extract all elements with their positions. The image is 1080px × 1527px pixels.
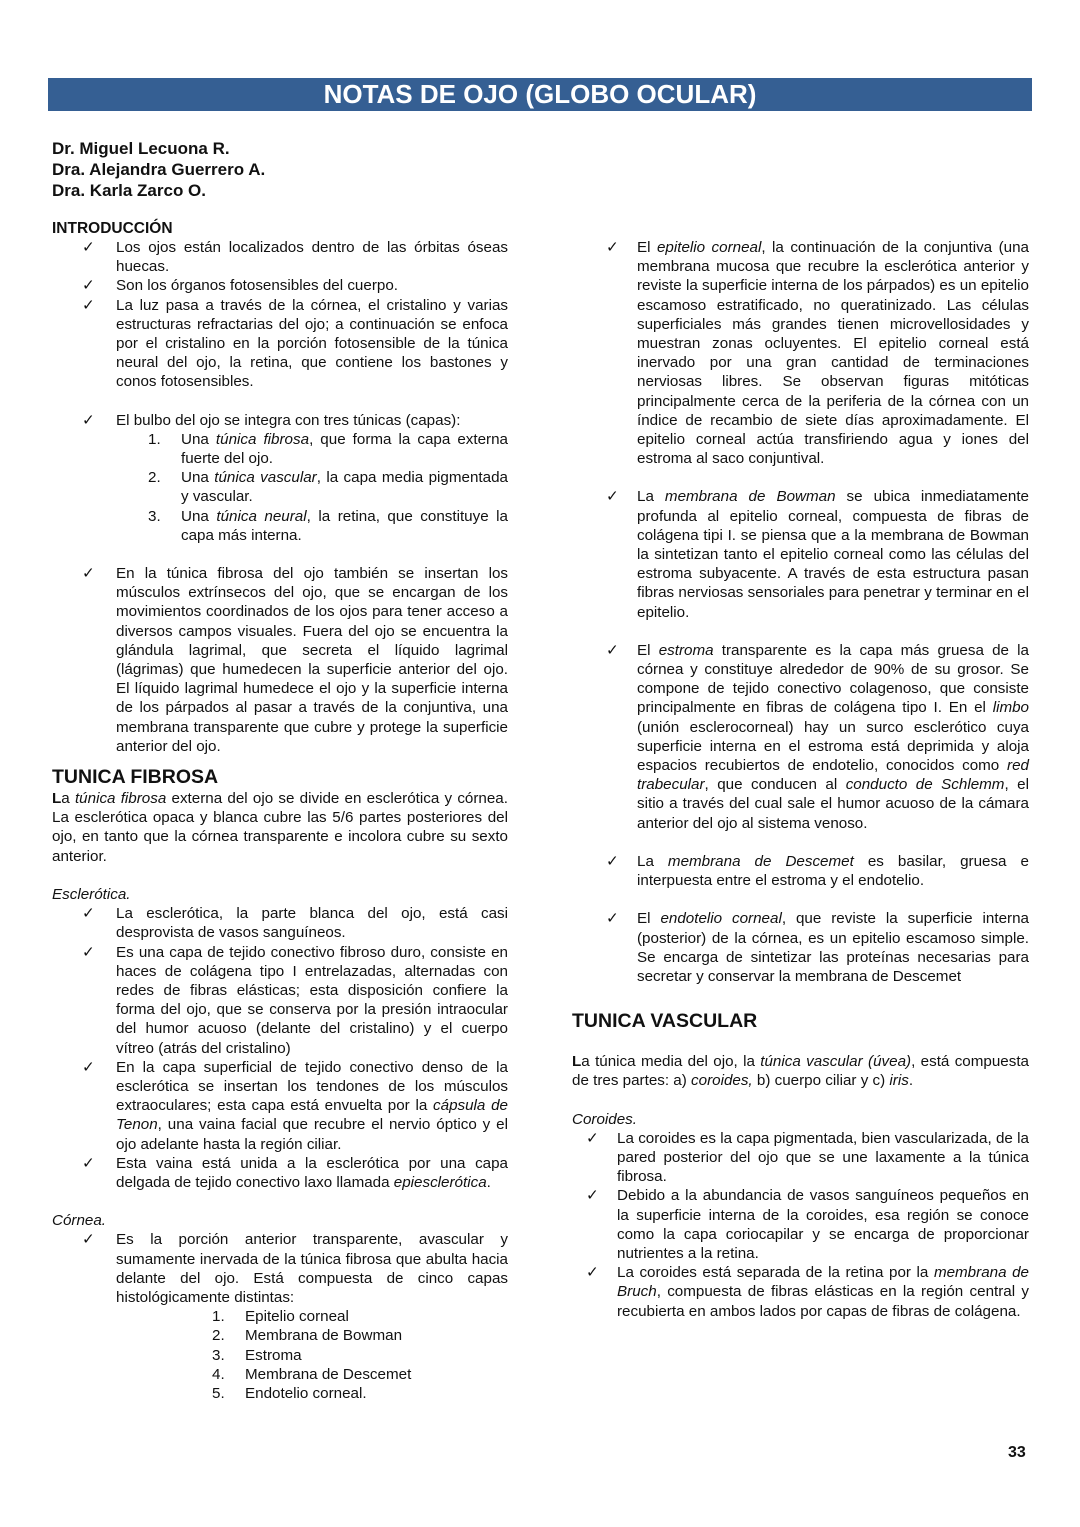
checkmark-icon: ✓ xyxy=(82,296,95,314)
list-item: ✓ El bulbo del ojo se integra con tres túnicas (capas): 1. Una túnica fibrosa, que forma la capa externa fuerte del ojo. 2. Una túnica vascular, la capa media pigmentada y vascular. 3. Una túnica neural, la retina, que constituye la capa más interna. xyxy=(82,411,509,544)
list-item-endotelio: ✓ El endotelio corneal, que reviste la superficie interna (posterior) de la córnea, es un epitelio escamoso simple. Se encarga de sintetizar las proteínas necesarias para secretar y conservar la membrana de Descemet xyxy=(606,910,1029,985)
author: Dra. Karla Zarco O. xyxy=(52,181,207,200)
list-item: ✓ Los ojos están localizados dentro de las órbitas óseas huecas. xyxy=(82,239,508,276)
tunic-item: 1. Una túnica fibrosa, que forma la capa externa fuerte del ojo. xyxy=(148,430,509,468)
checkmark-icon: ✓ xyxy=(82,277,95,295)
layer-item: 2. Membrana de Bowman xyxy=(212,1327,403,1345)
list-item: ✓ Esta vaina está unida a la esclerótica por una capa delgada de tejido conectivo laxo llamada epiesclerótica. xyxy=(82,1154,508,1191)
checkmark-icon: ✓ xyxy=(82,1231,95,1249)
document-title: NOTAS DE OJO (GLOBO OCULAR) xyxy=(323,79,757,109)
list-item: ✓ La coroides es la capa pigmentada, bien vascularizada, de la pared posterior del ojo que se une laxamente a la túnica fibrosa. xyxy=(586,1129,1029,1186)
checkmark-icon: ✓ xyxy=(606,239,619,256)
list-item-estroma: ✓ El estroma transparente es la capa más gruesa de la córnea y constituye alrededor de 90% de su grosor. Se compone de tejido conectivo colagenoso, que consiste principalmente en fibras de colágena tipo I. En el limbo (unión esclerocorneal) hay un surco esclerótico cuya superficie interna en el estroma está deprimida y aloja espacios recubiertos de endotelio, conocidos como red trabecular, que conducen al conducto de Schlemm, el sitio a través del cual sale el humor acuoso de la cámara anterior del ojo al sistema venoso. xyxy=(606,641,1029,832)
checkmark-icon: ✓ xyxy=(586,1129,599,1147)
checkmark-icon: ✓ xyxy=(82,239,95,256)
left-column xyxy=(52,219,508,1403)
checkmark-icon: ✓ xyxy=(586,1264,599,1282)
tunic-item: 3. Una túnica neural, la retina, que constituye la capa más interna. xyxy=(148,507,508,544)
layer-item: 5. Endotelio corneal. xyxy=(212,1384,367,1402)
coroides-bullets xyxy=(552,1129,1029,1321)
list-item: ✓ Son los órganos fotosensibles del cuerpo. xyxy=(82,277,398,295)
cornea-layers-list xyxy=(52,1307,508,1403)
checkmark-icon: ✓ xyxy=(586,1187,599,1205)
cornea-bullets xyxy=(52,1230,508,1307)
tunic-item: 2. Una túnica vascular, la capa media pigmentada y vascular. xyxy=(148,469,508,506)
checkmark-icon: ✓ xyxy=(606,641,619,659)
author-list xyxy=(52,138,265,201)
list-item: ✓ Es la porción anterior transparente, avascular y sumamente inervada de la túnica fibrosa que abulta hacia delante del ojo. Está compuesta de cinco capas histológicamente distintas: xyxy=(82,1231,508,1306)
section-heading-fibrosa: TUNICA FIBROSA xyxy=(52,766,219,789)
checkmark-icon: ✓ xyxy=(82,411,95,429)
layer-item: 1. Epitelio corneal xyxy=(212,1308,349,1326)
subheading-coroides: Coroides. xyxy=(572,1110,637,1128)
checkmark-icon: ✓ xyxy=(606,852,619,870)
right-column xyxy=(572,238,1029,1321)
list-item-descemet: ✓ La membrana de Descemet es basilar, gruesa e interpuesta entre el estroma y el endotelio. xyxy=(606,852,1029,890)
list-item: ✓ En la capa superficial de tejido conectivo denso de la esclerótica se insertan los tendones de los músculos extraoculares; esta capa está envuelta por la cápsula de Tenon, una vaina facial que recubre el nervio óptico y el ojo adelante hasta la región ciliar. xyxy=(82,1058,508,1153)
fibrosa-intro: La túnica fibrosa externa del ojo se divide en esclerótica y córnea. La esclerótica opaca y blanca cubre las 5/6 partes posteriores del ojo, en tanto que la córnea transparente e incolora cubre su sexto anterior. xyxy=(52,790,508,865)
tunics-bullet xyxy=(52,411,508,545)
checkmark-icon: ✓ xyxy=(606,910,619,928)
checkmark-icon: ✓ xyxy=(82,905,95,923)
layer-item: 3. Estroma xyxy=(212,1346,302,1364)
section-heading-vascular: TUNICA VASCULAR xyxy=(572,1010,758,1033)
list-item-epitelio: ✓ El epitelio corneal, la continuación de la conjuntiva (una membrana mucosa que recubre la esclerótica anterior y reviste la superficie interna de los párpados) es un epitelio escamoso estratificado, no queratinizado. Las células superficiales más grandes tienen microvellosidades y muestran zonas ocluyentes. El epitelio corneal está inervado por una gran cantidad de terminaciones nerviosas libres. Se observan figuras mitóticas principalmente cerca de la periferia de la córnea con un índice de recambio de siete días aproximadamente. El epitelio corneal actúa transfiriendo agua y iones del estroma al saco conjuntival. xyxy=(606,239,1029,468)
subheading-esclerotica: Esclerótica. xyxy=(52,885,131,903)
intro-bullets xyxy=(52,238,508,392)
checkmark-icon: ✓ xyxy=(606,488,619,506)
page-number: 33 xyxy=(1008,1444,1026,1461)
list-item: ✓ Debido a la abundancia de vasos sanguíneos pequeños en la superficie interna de la coroides, esa región se conoce como la capa coriocapilar y se encarga de proporcionar nutrientes a la retina. xyxy=(586,1187,1029,1262)
list-item: ✓ La coroides está separada de la retina por la membrana de Bruch, compuesta de fibras elásticas en la región central y recubierta en ambos lados por capas de fibras de colágena. xyxy=(586,1264,1029,1320)
list-item: ✓ La luz pasa a través de la córnea, el cristalino y varias estructuras refractarias del ojo; a continuación se enfoca por el cristalino en la porción fotosensible de la túnica neural del ojo, la retina, que contiene los bastones y conos fotosensibles. xyxy=(82,296,508,391)
checkmark-icon: ✓ xyxy=(82,565,95,583)
list-item: ✓ La esclerótica, la parte blanca del ojo, está casi desprovista de vasos sanguíneos. xyxy=(82,905,508,942)
checkmark-icon: ✓ xyxy=(82,943,95,961)
esclerotica-bullets xyxy=(52,904,508,1192)
author: Dr. Miguel Lecuona R. xyxy=(52,139,230,158)
list-item: ✓ Es una capa de tejido conectivo fibroso duro, consiste en haces de colágena tipo I entrelazadas, alternadas con redes de fibras elásticas; esta disposición confiere la forma del ojo, que se conserva por la presión intraocular del humor acuoso (delante del cristalino) y el cuerpo vítreo (atrás del cristalino) xyxy=(82,943,508,1057)
subheading-cornea: Córnea. xyxy=(52,1212,107,1230)
checkmark-icon: ✓ xyxy=(82,1154,95,1172)
layer-item: 4. Membrana de Descemet xyxy=(212,1365,412,1383)
author: Dra. Alejandra Guerrero A. xyxy=(52,160,266,179)
document-title-bar xyxy=(48,78,1032,111)
list-item: ✓ En la túnica fibrosa del ojo también se insertan los músculos extrínsecos del ojo, que se encargan de los movimientos coordinados de los ojos para tener acceso a diversos campos visuales. Fuera del ojo se encuentra la glándula lagrimal, que secreta el líquido lagrimal (lágrimas) que humedecen la superficie anterior del ojo. El líquido lagrimal humedece el ojo y la superficie interna de los párpados al pasar a través de la conjuntiva, una membrana transparente que cubre y protege la superficie anterior del ojo. xyxy=(82,565,508,755)
vascular-intro: La túnica media del ojo, la túnica vascular (úvea), está compuesta de tres partes: a) coroides, b) cuerpo ciliar y c) iris. xyxy=(572,1053,1029,1090)
list-item-bowman: ✓ La membrana de Bowman se ubica inmediatamente profunda al epitelio corneal, compuesta de fibras de colágena tipi I. se piensa que a la membrana de Bowman la sintetizan tanto el epitelio corneal como las células del estroma subyacente. A través de esta estructura pasan fibras nerviosas sensoriales para penetrar y terminar en el epitelio. xyxy=(606,488,1029,621)
tunics-list xyxy=(116,430,508,545)
intro-heading: INTRODUCCIÓN xyxy=(52,220,173,237)
checkmark-icon: ✓ xyxy=(82,1058,95,1076)
